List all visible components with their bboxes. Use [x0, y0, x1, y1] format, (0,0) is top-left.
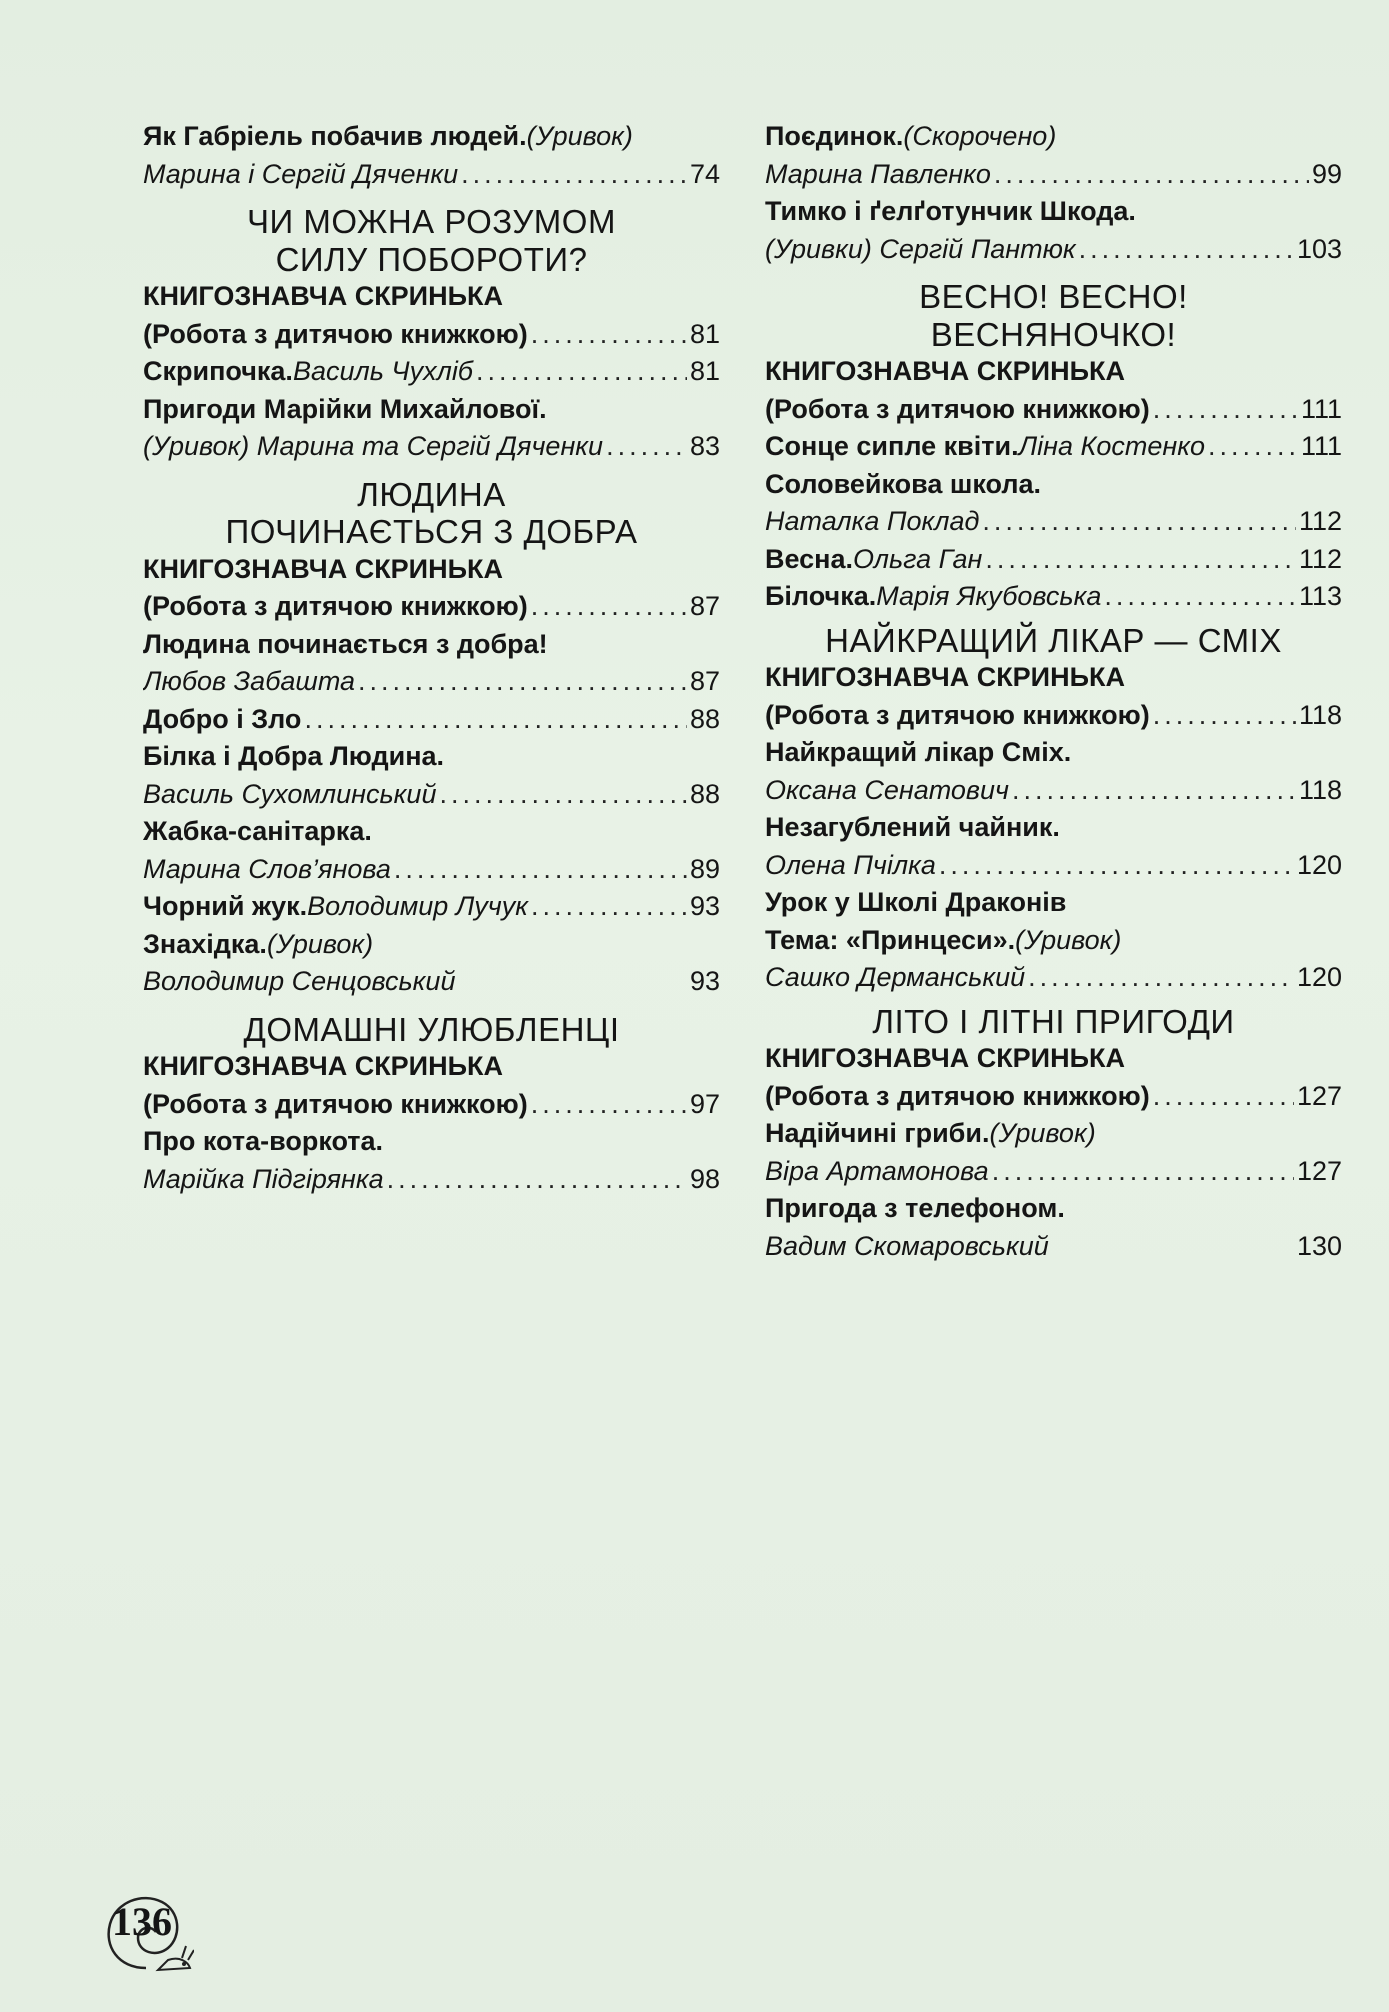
- entry-page-number: 103: [1296, 233, 1342, 264]
- toc-entry: [143, 776, 720, 814]
- toc-entry: [143, 353, 720, 391]
- entry-author: (Уривки) Сергій Пантюк: [765, 233, 1076, 264]
- entry-title: Тимко і ґелґотунчик Шкода.: [765, 196, 1136, 226]
- page-number: 136: [112, 1899, 172, 1944]
- toc-entry: [143, 551, 720, 589]
- dot-leader: [1028, 959, 1294, 997]
- entry-page-number: 88: [689, 703, 720, 734]
- entry-author: Ольга Ган: [853, 543, 983, 574]
- toc-entry: [765, 847, 1342, 885]
- entry-author: Володимир Лучук: [307, 891, 529, 921]
- entry-author: Вадим Скомаровський: [765, 1230, 1049, 1261]
- toc-entry: [143, 926, 720, 964]
- entry-author: Любов Забашта: [143, 666, 356, 696]
- entry-title: КНИГОЗНАВЧА СКРИНЬКА: [765, 356, 1125, 386]
- entry-title: КНИГОЗНАВЧА СКРИНЬКА: [765, 662, 1125, 692]
- toc-entry: [765, 1078, 1342, 1116]
- toc-entry: [765, 578, 1342, 616]
- toc-entry: [765, 193, 1342, 231]
- entry-title: Чорний жук.: [143, 891, 308, 921]
- toc-entry: [765, 772, 1342, 810]
- toc-entry: [143, 701, 720, 739]
- entry-author: Олена Пчілка: [765, 849, 936, 880]
- dot-leader: [531, 888, 687, 926]
- toc-entry: [143, 1048, 720, 1086]
- entry-title: Сонце сипле квіти.: [765, 431, 1019, 461]
- entry-author: Віра Артамонова: [765, 1155, 989, 1186]
- toc-entry: [765, 1040, 1342, 1078]
- dot-leader: [1012, 772, 1296, 810]
- dot-leader: [439, 776, 686, 814]
- toc-entry: [765, 809, 1342, 847]
- entry-title: КНИГОЗНАВЧА СКРИНЬКА: [143, 1051, 503, 1081]
- toc-entry: [765, 503, 1342, 541]
- entry-page-number: 81: [689, 356, 720, 386]
- dot-leader: [394, 851, 687, 889]
- entry-title: (Робота з дитячою книжкою): [765, 393, 1150, 424]
- entry-title: Добро і Зло: [143, 703, 302, 734]
- spacer: [143, 193, 720, 203]
- entry-page-number: 127: [1296, 1155, 1342, 1186]
- dot-leader: [1153, 1078, 1294, 1116]
- toc-entry: [143, 1123, 720, 1161]
- toc-entry: [143, 738, 720, 776]
- section-heading: ЛІТО І ЛІТНІ ПРИГОДИ: [872, 1002, 1235, 1040]
- entry-author: Марина і Сергій Дяченки: [143, 158, 459, 189]
- toc-entry: [143, 626, 720, 664]
- toc-entry: [765, 466, 1342, 504]
- entry-page-number: 118: [1298, 699, 1342, 730]
- toc-entry: [765, 156, 1342, 194]
- toc-entry: [143, 1161, 720, 1199]
- entry-page-number: 111: [1300, 393, 1342, 424]
- dot-leader: [1104, 578, 1296, 616]
- entry-title: Незагублений чайник.: [765, 812, 1060, 842]
- section-heading: СИЛУ ПОБОРОТИ?: [275, 240, 588, 278]
- entry-title: Урок у Школі Драконів: [765, 887, 1067, 917]
- dot-leader: [982, 503, 1296, 541]
- entry-author: (Уривок): [266, 928, 374, 959]
- dot-leader: [1153, 391, 1298, 429]
- entry-page-number: 112: [1298, 506, 1342, 536]
- entry-title: Білочка.: [765, 581, 877, 611]
- toc-entry: [765, 884, 1342, 922]
- entry-author: Марія Якубовська: [876, 581, 1102, 611]
- entry-page-number: 88: [689, 778, 720, 809]
- toc-entry: [143, 278, 720, 316]
- entry-title: Знахідка.: [143, 928, 267, 959]
- toc-entry: [765, 428, 1342, 466]
- entry-title: Поєдинок.: [765, 121, 904, 151]
- dot-leader: [531, 588, 687, 626]
- entry-page-number: 120: [1296, 849, 1342, 880]
- entry-page-number: 130: [1296, 1230, 1342, 1261]
- toc-entry: [143, 1086, 720, 1124]
- dot-leader: [939, 847, 1294, 885]
- dot-leader: [606, 428, 687, 466]
- toc-entry: [143, 888, 720, 926]
- entry-author: Василь Сухомлинський: [143, 778, 437, 809]
- dot-leader: [358, 663, 687, 701]
- entry-author: (Уривок): [989, 1118, 1096, 1148]
- toc-entry: [143, 851, 720, 889]
- dot-leader: [304, 701, 687, 739]
- entry-page-number: 93: [689, 891, 720, 921]
- toc-entry: [143, 428, 720, 466]
- entry-title: Скрипочка.: [143, 356, 293, 386]
- dot-leader: [1208, 428, 1298, 466]
- toc-entry: [143, 663, 720, 701]
- toc-entry: [765, 922, 1342, 960]
- entry-title: Людина починається з добра!: [143, 628, 548, 659]
- dot-leader: [985, 541, 1296, 579]
- entry-title: (Робота з дитячою книжкою): [143, 591, 528, 621]
- toc-left-column: [143, 118, 720, 1198]
- entry-page-number: 89: [689, 853, 720, 884]
- entry-page-number: 83: [689, 431, 720, 461]
- entry-title: Пригоди Марійки Михайлової.: [143, 393, 547, 424]
- entry-title: Як Габріель побачив людей.: [143, 121, 527, 151]
- entry-title: Весна.: [765, 543, 854, 574]
- toc-entry: [765, 734, 1342, 772]
- entry-author: Ліна Костенко: [1018, 431, 1206, 461]
- entry-title: Тема: «Принцеси».: [765, 924, 1016, 955]
- entry-title: (Робота з дитячою книжкою): [765, 1080, 1150, 1111]
- dot-leader: [994, 156, 1309, 194]
- entry-author: (Уривок) Марина та Сергій Дяченки: [143, 431, 604, 461]
- section-heading: ЛЮДИНА: [357, 475, 506, 513]
- entry-author: Оксана Сенатович: [765, 774, 1010, 805]
- entry-page-number: 81: [689, 318, 720, 349]
- entry-author: (Уривок): [1015, 924, 1122, 955]
- toc-entry: [765, 959, 1342, 997]
- entry-title: КНИГОЗНАВЧА СКРИНЬКА: [143, 553, 503, 584]
- entry-page-number: 93: [689, 966, 720, 996]
- entry-page-number: 127: [1296, 1080, 1342, 1111]
- toc-entry: [143, 156, 720, 194]
- toc-entry: [765, 1153, 1342, 1191]
- spacer: [143, 1001, 720, 1011]
- toc-entry: [765, 1228, 1342, 1266]
- dot-leader: [531, 1086, 687, 1124]
- entry-page-number: 111: [1300, 431, 1342, 461]
- entry-title: (Робота з дитячою книжкою): [143, 318, 528, 349]
- entry-page-number: 74: [689, 158, 720, 189]
- entry-title: Соловейкова школа.: [765, 468, 1042, 499]
- section-heading: ПОЧИНАЄТЬСЯ З ДОБРА: [225, 513, 638, 550]
- spacer: [143, 466, 720, 476]
- entry-author: Марина Слов’янова: [143, 853, 391, 884]
- section-heading: ЧИ МОЖНА РОЗУМОМ: [247, 203, 616, 240]
- entry-title: (Робота з дитячою книжкою): [143, 1088, 528, 1119]
- toc-right-column: [765, 118, 1342, 1265]
- dot-leader: [1079, 231, 1294, 269]
- entry-page-number: 99: [1311, 158, 1342, 189]
- entry-title: КНИГОЗНАВЧА СКРИНЬКА: [143, 281, 503, 311]
- toc-entry: [765, 353, 1342, 391]
- toc-entry: [143, 963, 720, 1001]
- entry-title: Про кота-воркота.: [143, 1126, 384, 1156]
- dot-leader: [531, 316, 687, 354]
- toc-entry: [765, 391, 1342, 429]
- entry-title: Пригода з телефоном.: [765, 1193, 1065, 1223]
- entry-title: (Робота з дитячою книжкою): [765, 699, 1150, 730]
- entry-author: Сашко Дерманський: [765, 962, 1026, 992]
- entry-page-number: 87: [689, 591, 720, 621]
- section-heading: НАЙКРАЩИЙ ЛІКАР — СМІХ: [825, 621, 1282, 659]
- entry-author: Марійка Підгірянка: [143, 1163, 384, 1194]
- entry-author: Наталка Поклад: [765, 506, 980, 536]
- section-heading: ВЕСНЯНОЧКО!: [930, 315, 1177, 353]
- entry-page-number: 97: [689, 1088, 720, 1119]
- toc-entry: [765, 1190, 1342, 1228]
- entry-author: Володимир Сенцовський: [143, 966, 456, 996]
- dot-leader: [387, 1161, 687, 1199]
- toc-entry: [765, 1115, 1342, 1153]
- dot-leader: [461, 156, 687, 194]
- toc-entry: [765, 541, 1342, 579]
- entry-title: Жабка-санітарка.: [143, 816, 372, 846]
- entry-page-number: 113: [1298, 581, 1342, 611]
- entry-title: Найкращий лікар Сміх.: [765, 737, 1072, 767]
- entry-title: Білка і Добра Людина.: [143, 741, 445, 771]
- toc-entry: [143, 391, 720, 429]
- toc-entry: [143, 813, 720, 851]
- entry-title: КНИГОЗНАВЧА СКРИНЬКА: [765, 1043, 1125, 1073]
- entry-page-number: 98: [689, 1163, 720, 1194]
- section-heading: ВЕСНО! ВЕСНО!: [919, 278, 1188, 315]
- entry-title: Надійчині гриби.: [765, 1118, 990, 1148]
- toc-entry: [765, 231, 1342, 269]
- toc-entry: [765, 697, 1342, 735]
- dot-leader: [476, 353, 687, 391]
- page-number-badge: [98, 1880, 194, 1976]
- entry-page-number: 112: [1298, 543, 1342, 574]
- toc-entry: [143, 588, 720, 626]
- entry-author: Василь Чухліб: [292, 356, 473, 386]
- entry-page-number: 118: [1298, 774, 1342, 805]
- section-heading: ДОМАШНІ УЛЮБЛЕНЦІ: [243, 1010, 620, 1048]
- toc-entry: [143, 118, 720, 156]
- entry-page-number: 87: [689, 666, 720, 696]
- entry-author: Марина Павленко: [765, 158, 991, 189]
- spacer: [765, 268, 1342, 278]
- dot-leader: [1153, 697, 1296, 735]
- dot-leader: [992, 1153, 1294, 1191]
- entry-author: (Уривок): [526, 121, 633, 151]
- entry-page-number: 120: [1296, 962, 1342, 992]
- toc-entry: [143, 316, 720, 354]
- toc-entry: [765, 118, 1342, 156]
- entry-author: (Скорочено): [903, 121, 1057, 151]
- toc-entry: [765, 659, 1342, 697]
